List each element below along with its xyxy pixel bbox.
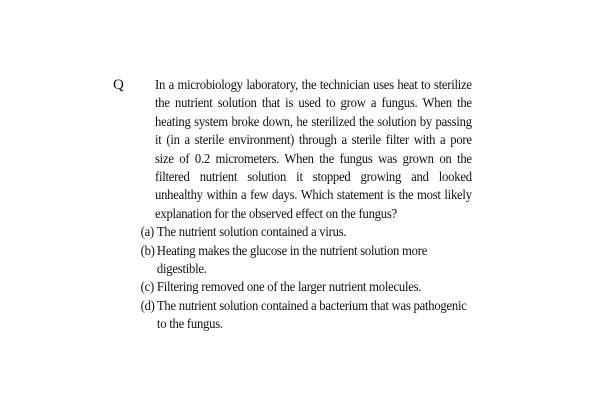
question-block	[140, 76, 472, 334]
option-a-text: The nutrient solution contained a virus.	[156, 224, 347, 240]
option-d-text: The nutrient solution contained a bacterium that was pathogenic to the fungus.	[156, 297, 467, 332]
option-d	[141, 297, 472, 334]
option-a	[141, 223, 472, 241]
option-a-letter: (a)	[140, 224, 154, 240]
option-c	[141, 278, 472, 296]
option-c-text: Filtering removed one of the larger nutrient molecules.	[156, 279, 422, 295]
option-b-text: Heating makes the glucose in the nutrient solution more digestible.	[156, 242, 428, 277]
question-stem: In a microbiology laboratory, the technician uses heat to sterilize the nutrient solution that is used to grow a fungus. When the heating system broke down, he sterilized the solution by passing it (in a sterile environment) through a sterile filter with a pore size of 0.2 micrometers. When the fungus was grown on the filtered nutrient solution it stopped growing and looked unhealthy within a few days. Which statement is the most likely explanation for the observed effect on the fungus?	[155, 77, 472, 221]
answer-options	[141, 223, 472, 333]
option-c-letter: (c)	[140, 279, 154, 295]
option-b	[141, 242, 472, 279]
option-d-letter: (d)	[140, 297, 155, 313]
option-b-letter: (b)	[140, 242, 155, 258]
question-label: Q	[113, 77, 124, 93]
